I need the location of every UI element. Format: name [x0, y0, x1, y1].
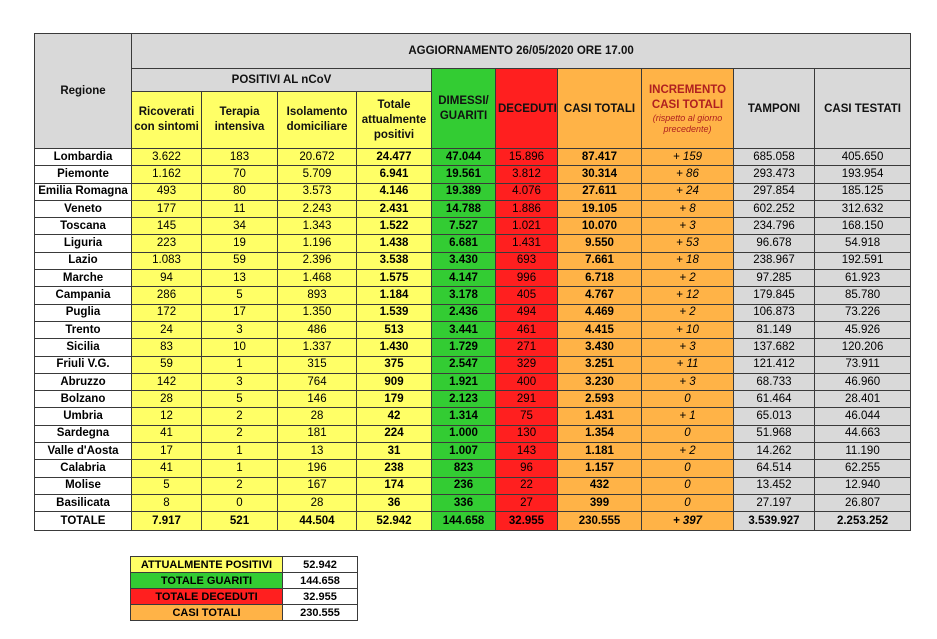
cell-region: Valle d'Aosta: [35, 443, 132, 460]
cell-dimessi: 2.123: [432, 391, 496, 408]
cell-totale: 1.539: [357, 304, 432, 321]
cell-casi: 6.718: [558, 270, 642, 287]
cell-tamponi: 137.682: [734, 339, 815, 356]
cell-testati: 28.401: [815, 391, 911, 408]
cell-incremento: + 2: [642, 443, 734, 460]
cell-totale: 4.146: [357, 183, 432, 200]
totals-testati: 2.253.252: [815, 512, 911, 531]
cell-dimessi: 1.000: [432, 425, 496, 442]
summary-value: 52.942: [283, 557, 358, 573]
cell-region: Friuli V.G.: [35, 356, 132, 373]
casi-testati-header: CASI TESTATI: [815, 69, 911, 149]
cell-deceduti: 4.076: [496, 183, 558, 200]
cell-dimessi: 1.921: [432, 373, 496, 390]
cell-tamponi: 602.252: [734, 200, 815, 217]
cell-casi: 4.767: [558, 287, 642, 304]
cell-tamponi: 685.058: [734, 149, 815, 166]
cell-dimessi: 2.436: [432, 304, 496, 321]
cell-isolamento: 1.196: [278, 235, 357, 252]
cell-isolamento: 167: [278, 477, 357, 494]
summary-table: [130, 556, 358, 621]
cell-totale: 6.941: [357, 166, 432, 183]
cell-incremento: 0: [642, 494, 734, 511]
cell-isolamento: 1.337: [278, 339, 357, 356]
cell-testati: 46.960: [815, 373, 911, 390]
dimessi-header: DIMESSI/ GUARITI: [432, 69, 496, 149]
table-row: [35, 391, 911, 408]
incremento-title: INCREMENTO CASI TOTALI: [648, 83, 727, 111]
isolamento-header: Isolamento domiciliare: [278, 92, 357, 149]
cell-isolamento: 20.672: [278, 149, 357, 166]
cell-dimessi: 1.007: [432, 443, 496, 460]
cell-casi: 7.661: [558, 252, 642, 269]
totals-isolamento: 44.504: [278, 512, 357, 531]
summary-label: TOTALE DECEDUTI: [131, 589, 283, 605]
summary-label: ATTUALMENTE POSITIVI: [131, 557, 283, 573]
cell-region: Molise: [35, 477, 132, 494]
cell-casi: 4.415: [558, 321, 642, 338]
cell-casi: 87.417: [558, 149, 642, 166]
cell-ricoverati: 8: [132, 494, 202, 511]
cell-tamponi: 179.845: [734, 287, 815, 304]
cell-tamponi: 121.412: [734, 356, 815, 373]
cell-region: Sardegna: [35, 425, 132, 442]
cell-casi: 1.181: [558, 443, 642, 460]
cell-terapia: 2: [202, 425, 278, 442]
cell-terapia: 2: [202, 408, 278, 425]
cell-dimessi: 6.681: [432, 235, 496, 252]
cell-deceduti: 693: [496, 252, 558, 269]
cell-ricoverati: 223: [132, 235, 202, 252]
cell-tamponi: 65.013: [734, 408, 815, 425]
cell-ricoverati: 59: [132, 356, 202, 373]
cell-ricoverati: 94: [132, 270, 202, 287]
cell-testati: 73.226: [815, 304, 911, 321]
cell-deceduti: 75: [496, 408, 558, 425]
cell-tamponi: 97.285: [734, 270, 815, 287]
table-row: [35, 339, 911, 356]
cell-dimessi: 7.527: [432, 218, 496, 235]
cell-isolamento: 1.343: [278, 218, 357, 235]
cell-tamponi: 234.796: [734, 218, 815, 235]
ricoverati-header: Ricoverati con sintomi: [132, 92, 202, 149]
cell-isolamento: 2.396: [278, 252, 357, 269]
cell-isolamento: 28: [278, 408, 357, 425]
totals-dimessi: 144.658: [432, 512, 496, 531]
cell-dimessi: 3.430: [432, 252, 496, 269]
cell-region: Puglia: [35, 304, 132, 321]
cell-terapia: 3: [202, 321, 278, 338]
table-row: [35, 200, 911, 217]
cell-ricoverati: 1.162: [132, 166, 202, 183]
totals-terapia: 521: [202, 512, 278, 531]
cell-tamponi: 297.854: [734, 183, 815, 200]
cell-isolamento: 28: [278, 494, 357, 511]
cell-terapia: 3: [202, 373, 278, 390]
cell-casi: 399: [558, 494, 642, 511]
summary-value: 144.658: [283, 573, 358, 589]
cell-ricoverati: 12: [132, 408, 202, 425]
cell-terapia: 70: [202, 166, 278, 183]
cell-isolamento: 764: [278, 373, 357, 390]
cell-testati: 185.125: [815, 183, 911, 200]
cell-region: Sicilia: [35, 339, 132, 356]
cell-dimessi: 2.547: [432, 356, 496, 373]
cell-terapia: 2: [202, 477, 278, 494]
cell-testati: 168.150: [815, 218, 911, 235]
cell-region: Lazio: [35, 252, 132, 269]
cell-deceduti: 15.896: [496, 149, 558, 166]
cell-terapia: 34: [202, 218, 278, 235]
cell-region: Calabria: [35, 460, 132, 477]
terapia-header: Terapia intensiva: [202, 92, 278, 149]
cell-deceduti: 1.886: [496, 200, 558, 217]
table-row: [35, 304, 911, 321]
cell-region: Marche: [35, 270, 132, 287]
cell-incremento: + 3: [642, 339, 734, 356]
cell-ricoverati: 3.622: [132, 149, 202, 166]
cell-incremento: + 2: [642, 270, 734, 287]
totals-deceduti: 32.955: [496, 512, 558, 531]
table-row: [35, 270, 911, 287]
cell-casi: 1.157: [558, 460, 642, 477]
cell-ricoverati: 28: [132, 391, 202, 408]
cell-casi: 30.314: [558, 166, 642, 183]
cell-totale: 1.430: [357, 339, 432, 356]
cell-tamponi: 61.464: [734, 391, 815, 408]
cell-deceduti: 329: [496, 356, 558, 373]
table-row: [35, 166, 911, 183]
cell-testati: 312.632: [815, 200, 911, 217]
summary-value: 230.555: [283, 605, 358, 621]
cell-isolamento: 893: [278, 287, 357, 304]
cell-dimessi: 3.441: [432, 321, 496, 338]
cell-tamponi: 68.733: [734, 373, 815, 390]
cell-incremento: + 3: [642, 373, 734, 390]
cell-terapia: 5: [202, 391, 278, 408]
cell-terapia: 10: [202, 339, 278, 356]
cell-casi: 3.230: [558, 373, 642, 390]
cell-tamponi: 51.968: [734, 425, 815, 442]
cell-testati: 46.044: [815, 408, 911, 425]
cell-region: Trento: [35, 321, 132, 338]
cell-totale: 1.575: [357, 270, 432, 287]
cell-deceduti: 271: [496, 339, 558, 356]
cell-testati: 11.190: [815, 443, 911, 460]
cell-region: Campania: [35, 287, 132, 304]
cell-casi: 432: [558, 477, 642, 494]
totals-label: TOTALE: [35, 512, 132, 531]
cell-testati: 62.255: [815, 460, 911, 477]
cell-testati: 26.807: [815, 494, 911, 511]
summary-label: CASI TOTALI: [131, 605, 283, 621]
cell-region: Basilicata: [35, 494, 132, 511]
casi-totali-header: CASI TOTALI: [558, 69, 642, 149]
cell-casi: 9.550: [558, 235, 642, 252]
cell-terapia: 1: [202, 443, 278, 460]
cell-isolamento: 1.350: [278, 304, 357, 321]
cell-tamponi: 238.967: [734, 252, 815, 269]
cell-deceduti: 22: [496, 477, 558, 494]
cell-incremento: + 12: [642, 287, 734, 304]
cell-testati: 405.650: [815, 149, 911, 166]
cell-totale: 31: [357, 443, 432, 460]
cell-deceduti: 130: [496, 425, 558, 442]
cell-testati: 73.911: [815, 356, 911, 373]
cell-testati: 85.780: [815, 287, 911, 304]
cell-ricoverati: 24: [132, 321, 202, 338]
table-row: [35, 252, 911, 269]
cell-incremento: + 1: [642, 408, 734, 425]
cell-terapia: 0: [202, 494, 278, 511]
cell-totale: 224: [357, 425, 432, 442]
cell-terapia: 5: [202, 287, 278, 304]
table-row: [35, 477, 911, 494]
cell-tamponi: 81.149: [734, 321, 815, 338]
cell-casi: 4.469: [558, 304, 642, 321]
cell-dimessi: 3.178: [432, 287, 496, 304]
cell-deceduti: 400: [496, 373, 558, 390]
cell-casi: 1.431: [558, 408, 642, 425]
cell-ricoverati: 41: [132, 460, 202, 477]
cell-deceduti: 1.021: [496, 218, 558, 235]
cell-terapia: 13: [202, 270, 278, 287]
cell-deceduti: 494: [496, 304, 558, 321]
cell-incremento: + 10: [642, 321, 734, 338]
cell-totale: 375: [357, 356, 432, 373]
deceduti-header: DECEDUTI: [496, 69, 558, 149]
cell-incremento: 0: [642, 477, 734, 494]
cell-testati: 193.954: [815, 166, 911, 183]
cell-testati: 120.206: [815, 339, 911, 356]
cell-region: Piemonte: [35, 166, 132, 183]
cell-ricoverati: 286: [132, 287, 202, 304]
cell-terapia: 11: [202, 200, 278, 217]
positives-group-header: POSITIVI AL nCoV: [132, 69, 432, 92]
cell-casi: 2.593: [558, 391, 642, 408]
cell-casi: 3.430: [558, 339, 642, 356]
cell-isolamento: 5.709: [278, 166, 357, 183]
cell-terapia: 1: [202, 356, 278, 373]
cell-incremento: + 24: [642, 183, 734, 200]
update-title: AGGIORNAMENTO 26/05/2020 ORE 17.00: [132, 34, 911, 69]
cell-isolamento: 1.468: [278, 270, 357, 287]
cell-ricoverati: 172: [132, 304, 202, 321]
table-row: [35, 460, 911, 477]
cell-incremento: + 2: [642, 304, 734, 321]
cell-totale: 36: [357, 494, 432, 511]
cell-ricoverati: 41: [132, 425, 202, 442]
cell-casi: 1.354: [558, 425, 642, 442]
cell-dimessi: 19.389: [432, 183, 496, 200]
cell-totale: 1.184: [357, 287, 432, 304]
cell-casi: 3.251: [558, 356, 642, 373]
cell-totale: 3.538: [357, 252, 432, 269]
summary-row: [131, 605, 358, 621]
cell-dimessi: 14.788: [432, 200, 496, 217]
cell-dimessi: 236: [432, 477, 496, 494]
table-row: [35, 356, 911, 373]
cell-testati: 45.926: [815, 321, 911, 338]
cell-testati: 192.591: [815, 252, 911, 269]
cell-totale: 1.522: [357, 218, 432, 235]
cell-isolamento: 146: [278, 391, 357, 408]
cell-region: Bolzano: [35, 391, 132, 408]
cell-isolamento: 181: [278, 425, 357, 442]
totals-casi: 230.555: [558, 512, 642, 531]
cell-terapia: 17: [202, 304, 278, 321]
cell-totale: 179: [357, 391, 432, 408]
cell-ricoverati: 142: [132, 373, 202, 390]
cell-incremento: + 159: [642, 149, 734, 166]
table-row: [35, 425, 911, 442]
cell-totale: 174: [357, 477, 432, 494]
region-header: Regione: [35, 34, 132, 149]
cell-deceduti: 405: [496, 287, 558, 304]
summary-row: [131, 573, 358, 589]
covid-regional-table: [34, 33, 911, 531]
table-row: [35, 494, 911, 511]
cell-ricoverati: 83: [132, 339, 202, 356]
cell-isolamento: 196: [278, 460, 357, 477]
cell-tamponi: 96.678: [734, 235, 815, 252]
cell-casi: 10.070: [558, 218, 642, 235]
cell-isolamento: 13: [278, 443, 357, 460]
cell-isolamento: 2.243: [278, 200, 357, 217]
incremento-note: (rispetto al giorno precedente): [652, 112, 723, 134]
cell-dimessi: 4.147: [432, 270, 496, 287]
cell-ricoverati: 17: [132, 443, 202, 460]
cell-region: Liguria: [35, 235, 132, 252]
cell-dimessi: 336: [432, 494, 496, 511]
cell-deceduti: 291: [496, 391, 558, 408]
table-row: [35, 183, 911, 200]
cell-terapia: 80: [202, 183, 278, 200]
cell-region: Toscana: [35, 218, 132, 235]
cell-totale: 1.438: [357, 235, 432, 252]
cell-casi: 19.105: [558, 200, 642, 217]
tamponi-header: TAMPONI: [734, 69, 815, 149]
cell-deceduti: 96: [496, 460, 558, 477]
cell-terapia: 19: [202, 235, 278, 252]
cell-isolamento: 3.573: [278, 183, 357, 200]
table-row: [35, 443, 911, 460]
cell-testati: 44.663: [815, 425, 911, 442]
cell-dimessi: 19.561: [432, 166, 496, 183]
cell-ricoverati: 1.083: [132, 252, 202, 269]
cell-deceduti: 27: [496, 494, 558, 511]
totals-ricoverati: 7.917: [132, 512, 202, 531]
cell-totale: 238: [357, 460, 432, 477]
summary-label: TOTALE GUARITI: [131, 573, 283, 589]
cell-region: Umbria: [35, 408, 132, 425]
cell-incremento: 0: [642, 391, 734, 408]
cell-totale: 2.431: [357, 200, 432, 217]
cell-ricoverati: 145: [132, 218, 202, 235]
cell-deceduti: 143: [496, 443, 558, 460]
cell-terapia: 183: [202, 149, 278, 166]
cell-region: Lombardia: [35, 149, 132, 166]
cell-testati: 61.923: [815, 270, 911, 287]
cell-totale: 24.477: [357, 149, 432, 166]
cell-dimessi: 1.314: [432, 408, 496, 425]
cell-incremento: + 3: [642, 218, 734, 235]
table-row: [35, 287, 911, 304]
cell-tamponi: 27.197: [734, 494, 815, 511]
totals-tamponi: 3.539.927: [734, 512, 815, 531]
incremento-header: [642, 69, 734, 149]
totale-positivi-header: Totale attualmente positivi: [357, 92, 432, 149]
table-row: [35, 235, 911, 252]
cell-incremento: + 18: [642, 252, 734, 269]
cell-region: Veneto: [35, 200, 132, 217]
cell-region: Abruzzo: [35, 373, 132, 390]
table-row: [35, 373, 911, 390]
cell-isolamento: 486: [278, 321, 357, 338]
cell-totale: 513: [357, 321, 432, 338]
cell-incremento: + 8: [642, 200, 734, 217]
cell-deceduti: 3.812: [496, 166, 558, 183]
cell-deceduti: 1.431: [496, 235, 558, 252]
cell-region: Emilia Romagna: [35, 183, 132, 200]
cell-terapia: 59: [202, 252, 278, 269]
summary-value: 32.955: [283, 589, 358, 605]
cell-incremento: + 11: [642, 356, 734, 373]
table-row: [35, 408, 911, 425]
totals-row: [35, 512, 911, 531]
table-row: [35, 149, 911, 166]
cell-tamponi: 106.873: [734, 304, 815, 321]
cell-incremento: 0: [642, 425, 734, 442]
cell-tamponi: 293.473: [734, 166, 815, 183]
cell-testati: 54.918: [815, 235, 911, 252]
cell-tamponi: 64.514: [734, 460, 815, 477]
cell-tamponi: 14.262: [734, 443, 815, 460]
cell-ricoverati: 177: [132, 200, 202, 217]
cell-terapia: 1: [202, 460, 278, 477]
table-row: [35, 321, 911, 338]
summary-row: [131, 589, 358, 605]
cell-ricoverati: 5: [132, 477, 202, 494]
totals-totale: 52.942: [357, 512, 432, 531]
cell-isolamento: 315: [278, 356, 357, 373]
table-row: [35, 218, 911, 235]
cell-tamponi: 13.452: [734, 477, 815, 494]
totals-incremento: + 397: [642, 512, 734, 531]
cell-casi: 27.611: [558, 183, 642, 200]
cell-ricoverati: 493: [132, 183, 202, 200]
cell-totale: 42: [357, 408, 432, 425]
cell-dimessi: 1.729: [432, 339, 496, 356]
summary-row: [131, 557, 358, 573]
cell-testati: 12.940: [815, 477, 911, 494]
cell-dimessi: 47.044: [432, 149, 496, 166]
cell-incremento: + 53: [642, 235, 734, 252]
cell-incremento: 0: [642, 460, 734, 477]
cell-deceduti: 996: [496, 270, 558, 287]
cell-totale: 909: [357, 373, 432, 390]
cell-dimessi: 823: [432, 460, 496, 477]
cell-deceduti: 461: [496, 321, 558, 338]
cell-incremento: + 86: [642, 166, 734, 183]
